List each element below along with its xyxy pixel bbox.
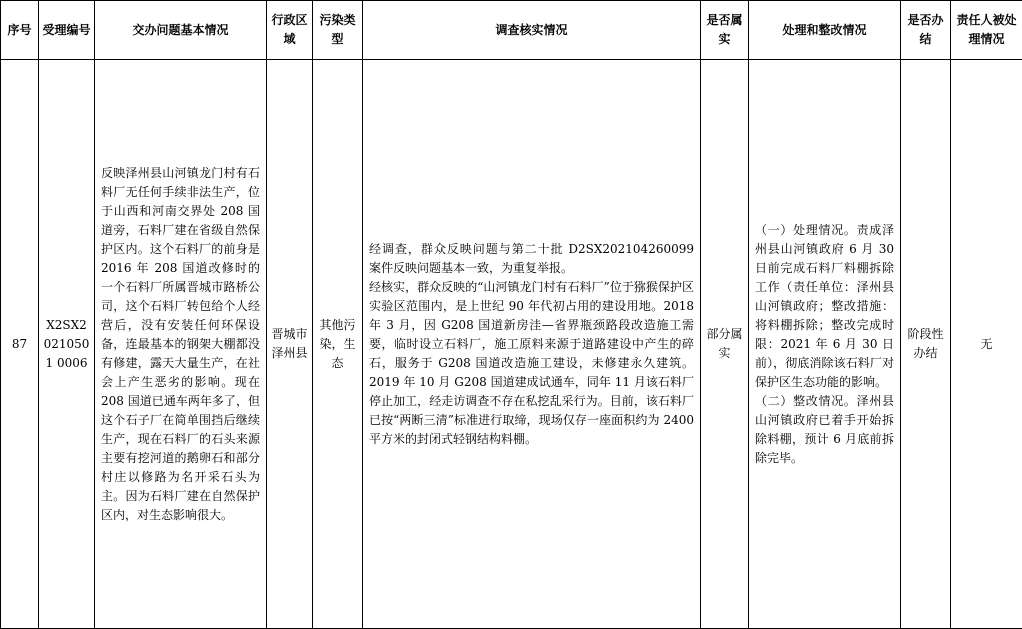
- cell-closed: 阶段性办结: [901, 60, 951, 629]
- cell-investigation: [363, 60, 701, 629]
- cell-region: 晋城市泽州县: [267, 60, 313, 629]
- cell-responsible: 无: [951, 60, 1022, 629]
- handling-paragraph-1: （一）处理情况。责成泽州县山河镇政府 6 月 30 日前完成石料厂料棚拆除工作（责任单位：泽州县山河镇政府；整改措施：将料棚拆除；整改完成时限：2021 年 6 月 30 日前），彻底消除该石料厂对保护区生态功能的影响。: [755, 222, 894, 389]
- table-row: [1, 60, 1022, 629]
- cell-seq: 87: [1, 60, 39, 629]
- handling-paragraph-2: （二）整改情况。泽州县山河镇政府已着手开始拆除料棚，预计 6 月底前拆除完毕。: [755, 393, 894, 465]
- investigation-paragraph-1: 经调查，群众反映问题与第二十批 D2SX202104260099 案件反映问题基本一致，为重复举报。: [369, 241, 694, 275]
- investigation-paragraph-2: 经核实，群众反映的“山河镇龙门村有石料厂”位于猕猴保护区实验区范围内，是上世纪 90 年代初占用的建设用地。2018 年 3 月，因 G208 国道新房洼—省界瓶颈路段改造施工需要，临时设立石料厂，施工原料来源于道路建设中产生的碎石，服务于 G208 国道改造施工建设，未修建永久建筑。2019 年 10 月 G208 国道建成试通车，同年 11 月该石料厂停止加工，经走访调查不存在私挖乱采行为。目前，该石料厂已按“两断三清”标准进行取缔，现场仅存一座面积约为 2400 平方米的封闭式轻钢结构料棚。: [369, 279, 694, 446]
- header-seq: 序号: [1, 1, 39, 60]
- header-handling: 处理和整改情况: [749, 1, 901, 60]
- header-issue: 交办问题基本情况: [95, 1, 267, 60]
- header-closed: 是否办结: [901, 1, 951, 60]
- cell-pollution: 其他污染，生态: [313, 60, 363, 629]
- cell-issue: 反映泽州县山河镇龙门村有石料厂无任何手续非法生产，位于山西和河南交界处 208 国道旁，石料厂建在省级自然保护区内。这个石料厂的前身是 2016 年 208 国道改修时的一个石料厂所属晋城市路桥公司，这个石料厂转包给个人经营后，没有安装任何环保设备，连最基本的钢架大棚都没有修建，露天大量生产，在社会上产生恶劣的影响。现在 208 国道已通车两年多了，但这个石子厂在简单围挡后继续生产，现在石料厂的石头来源主要有挖河道的鹅卵石和部分村庄以修路为名开采石头为主。因为石料厂建在自然保护区内，对生态影响很大。: [95, 60, 267, 629]
- header-row: [1, 1, 1022, 60]
- header-verified: 是否属实: [701, 1, 749, 60]
- header-id: 受理编号: [39, 1, 95, 60]
- cell-id: X2SX20210501 0006: [39, 60, 95, 629]
- header-region: 行政区域: [267, 1, 313, 60]
- header-pollution: 污染类型: [313, 1, 363, 60]
- header-responsible: 责任人被处理情况: [951, 1, 1022, 60]
- cell-handling: [749, 60, 901, 629]
- cell-verified: 部分属实: [701, 60, 749, 629]
- header-investigation: 调查核实情况: [363, 1, 701, 60]
